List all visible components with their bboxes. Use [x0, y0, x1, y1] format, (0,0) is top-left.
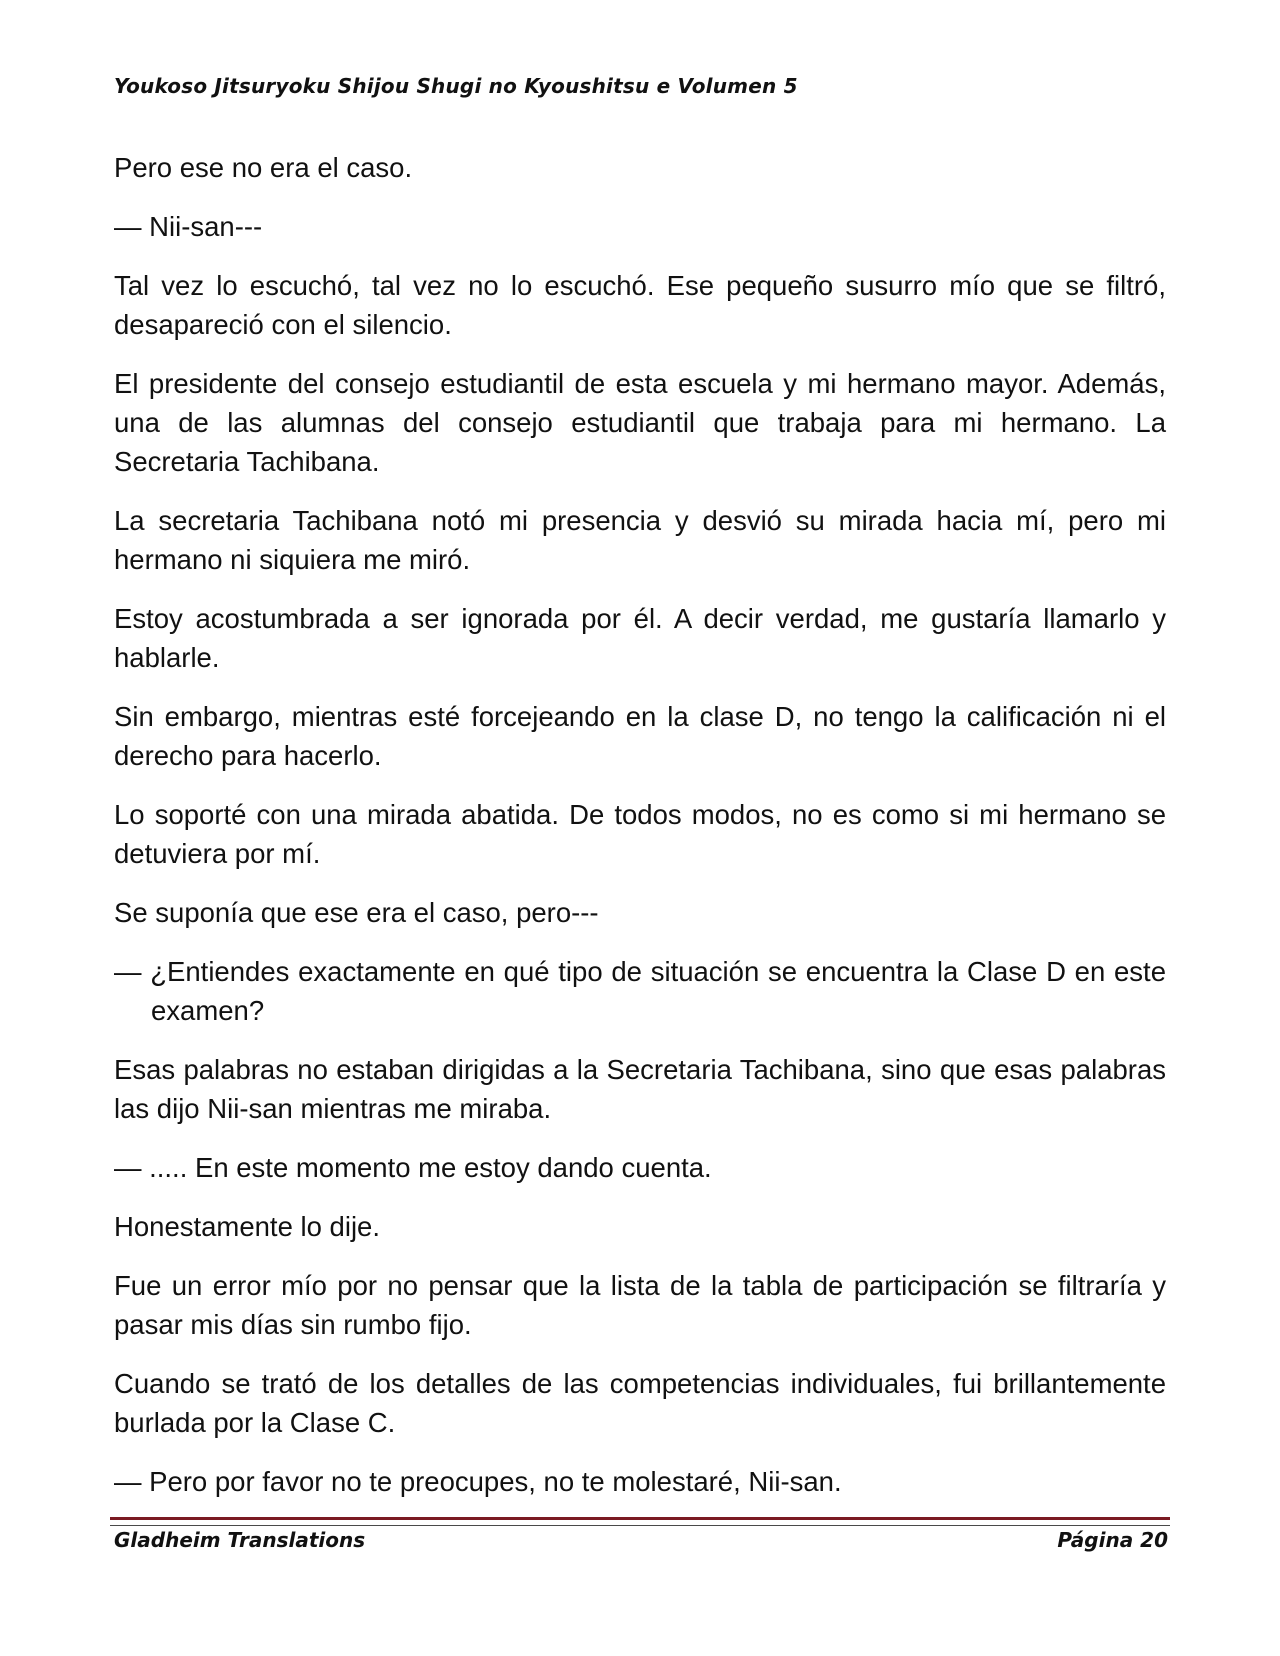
paragraph: Tal vez lo escuchó, tal vez no lo escuchó. Ese pequeño susurro mío que se filtró, desapareció con el silencio. — [114, 270, 1166, 340]
paragraph: Estoy acostumbrada a ser ignorada por él. A decir verdad, me gustaría llamarlo y hablarle. — [114, 603, 1166, 673]
paragraph: Esas palabras no estaban dirigidas a la Secretaria Tachibana, sino que esas palabras las dijo Nii-san mientras me miraba. — [114, 1054, 1166, 1124]
dialogue-line: — ..... En este momento me estoy dando cuenta. — [114, 1152, 712, 1183]
paragraph: Lo soporté con una mirada abatida. De todos modos, no es como si mi hermano se detuviera por mí. — [114, 799, 1166, 869]
dialogue-line: — Nii-san--- — [114, 211, 263, 242]
footer-rule — [110, 1517, 1170, 1526]
running-header: Youkoso Jitsuryoku Shijou Shugi no Kyoushitsu e Volumen 5 — [114, 74, 798, 98]
paragraph: Cuando se trató de los detalles de las competencias individuales, fui brillantemente burlada por la Clase C. — [114, 1368, 1166, 1438]
paragraph: Honestamente lo dije. — [114, 1211, 380, 1242]
footer-credit: Gladheim Translations — [114, 1528, 366, 1552]
paragraph: El presidente del consejo estudiantil de esta escuela y mi hermano mayor. Además, una de las alumnas del consejo estudiantil que trabaja para mi hermano. La Secretaria Tachibana. — [114, 368, 1166, 477]
paragraph: Se suponía que ese era el caso, pero--- — [114, 897, 599, 928]
paragraph: Sin embargo, mientras esté forcejeando en la clase D, no tengo la calificación ni el derecho para hacerlo. — [114, 701, 1166, 771]
paragraph: Pero ese no era el caso. — [114, 152, 413, 183]
body-text — [114, 148, 1166, 1521]
paragraph: La secretaria Tachibana notó mi presencia y desvió su mirada hacia mí, pero mi hermano ni siquiera me miró. — [114, 505, 1166, 575]
dialogue-line: — Pero por favor no te preocupes, no te molestaré, Nii-san. — [114, 1466, 842, 1497]
dialogue-line: — ¿Entiendes exactamente en qué tipo de situación se encuentra la Clase D en este examen? — [114, 956, 1166, 1026]
page-number: Página 20 — [1057, 1528, 1168, 1552]
paragraph: Fue un error mío por no pensar que la lista de la tabla de participación se filtraría y pasar mis días sin rumbo fijo. — [114, 1270, 1166, 1340]
